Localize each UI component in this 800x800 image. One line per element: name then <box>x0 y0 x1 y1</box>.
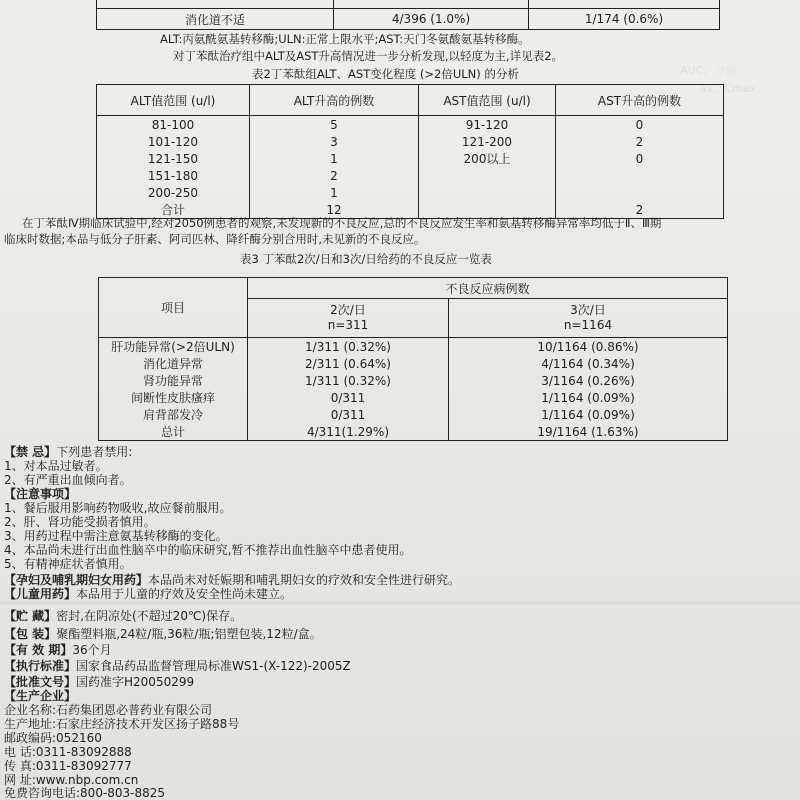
phase4-paragraph-cont: 临床时数据;本品与低分子肝素、阿司匹林、降纤酶分别合用时,未见新的不良反应。 <box>4 232 426 246</box>
section-label: 【儿童用药】 <box>4 587 77 601</box>
table-row <box>97 133 724 150</box>
standard-section <box>4 659 351 673</box>
table-cell: 肾功能异常 <box>99 372 248 389</box>
section-label: 【执行标准】 <box>4 659 77 673</box>
manufacturer-address: 生产地址:石家庄经济技术开发区扬子路88号 <box>4 717 240 731</box>
table-cell: 5 <box>250 116 419 134</box>
table-cell: 2 <box>556 133 724 150</box>
manufacturer-name: 企业名称:石药集团恩必普药业有限公司 <box>4 703 213 717</box>
page-fold <box>0 602 800 608</box>
table-cell: 2 <box>556 201 724 219</box>
column-header: AST升高的例数 <box>556 85 724 116</box>
table-cell: 91-120 <box>419 116 556 134</box>
table-cell: 1 <box>250 184 419 201</box>
bleed-through-text: AUC、分别 <box>680 64 737 77</box>
storage-section <box>4 609 242 623</box>
alt-ast-table <box>96 84 724 219</box>
table-cell: 2/311 (0.64%) <box>248 355 449 372</box>
section-label: 【有 效 期】 <box>4 643 73 657</box>
table3-title: 表3 丁苯酞2次/日和3次/日给药的不良反应一览表 <box>240 252 492 266</box>
table-cell: 1 <box>250 150 419 167</box>
pregnancy-section <box>4 573 460 587</box>
table-cell: 0/311 <box>248 389 449 406</box>
table-cell <box>556 167 724 184</box>
sample-size: n=311 <box>327 318 369 332</box>
adverse-table-remnant <box>96 0 720 30</box>
postal-code: 邮政编码:052160 <box>4 731 102 745</box>
table-cell: 81-100 <box>97 116 250 134</box>
table-cell: 121-150 <box>97 150 250 167</box>
section-label: 【批准文号】 <box>4 675 77 689</box>
table-cell: 151-180 <box>97 167 250 184</box>
table-row <box>99 389 728 406</box>
table-row <box>97 184 724 201</box>
package-section <box>4 627 322 641</box>
table-cell: 1/311 (0.32%) <box>248 372 449 389</box>
table-cell: 4/311(1.29%) <box>248 423 449 441</box>
approval-section <box>4 675 194 689</box>
table-row <box>99 372 728 389</box>
section-text: 本品用于儿童的疗效及安全性尚未建立。 <box>76 587 293 601</box>
table-row <box>99 355 728 372</box>
column-group-header: 不良反应病例数 <box>248 278 728 299</box>
section-label: 【包 装】 <box>4 627 57 641</box>
abbreviation-note: ALT:丙氨酰氨基转移酶;ULN:正常上限水平;AST:天门冬氨酸氨基转移酶。 <box>160 32 530 46</box>
table-row <box>97 167 724 184</box>
table-cell: 1/311 (0.32%) <box>248 338 449 356</box>
dosing-adverse-table <box>98 277 728 441</box>
section-label: 【孕妇及哺乳期妇女用药】 <box>4 573 149 587</box>
table-cell: 2 <box>250 167 419 184</box>
column-header: AST值范围 (u/l) <box>419 85 556 116</box>
table-row <box>97 116 724 134</box>
section-text: 本品尚未对妊娠期和哺乳期妇女的疗效和安全性进行研究。 <box>148 573 461 587</box>
table-cell: 10/1164 (0.86%) <box>449 338 728 356</box>
hotline: 免费咨询电话:800-803-8825 <box>4 786 166 800</box>
list-item: 3、用药过程中需注意氨基转移酶的变化。 <box>4 529 228 543</box>
table-row <box>99 423 728 441</box>
bleed-through-text: ax、Cmax、 <box>700 82 767 95</box>
table-cell: 消化道不适 <box>97 9 334 30</box>
table-cell: 0/311 <box>248 406 449 423</box>
website: 网 址:www.nbp.com.cn <box>4 773 139 787</box>
validity-section <box>4 643 112 657</box>
table-cell: 121-200 <box>419 133 556 150</box>
list-item: 4、本品尚未进行出血性脑卒中的临床研究,暂不推荐出血性脑卒中患者使用。 <box>4 543 412 557</box>
table-cell: 消化道异常 <box>99 355 248 372</box>
section-text: 密封,在阴凉处(不超过20℃)保存。 <box>56 609 243 623</box>
section-text: 国药准字H20050299 <box>76 675 195 689</box>
table-cell: 总计 <box>99 423 248 441</box>
table-cell: 间断性皮肤瘙痒 <box>99 389 248 406</box>
phase4-paragraph: 在丁苯酞Ⅳ期临床试验中,经对2050例患者的观察,未发现新的不良反应,总的不良反应发生率和氨基转移酶异常率均低于Ⅱ、Ⅲ期 <box>22 216 662 230</box>
analysis-note: 对丁苯酞治疗组中ALT及AST升高情况进一步分析发现,以轻度为主,详见表2。 <box>173 49 564 63</box>
table-cell <box>419 167 556 184</box>
table-cell: 12 <box>250 201 419 219</box>
table-cell: 200以上 <box>419 150 556 167</box>
table-row <box>99 406 728 423</box>
cautions-heading: 【注意事项】 <box>4 487 77 501</box>
manufacturer-heading: 【生产企业】 <box>4 689 77 703</box>
table-cell: 1/174 (0.6%) <box>529 9 720 30</box>
table-cell: 肝功能异常(>2倍ULN) <box>99 338 248 356</box>
column-header: 项目 <box>99 278 248 338</box>
list-item: 1、餐后服用影响药物吸收,故应餐前服用。 <box>4 501 232 515</box>
list-item: 1、对本品过敏者。 <box>4 459 108 473</box>
table-cell: 合计 <box>97 201 250 219</box>
list-item: 2、有严重出血倾向者。 <box>4 473 132 487</box>
table-row <box>97 150 724 167</box>
children-section <box>4 587 292 601</box>
table-cell: 1/1164 (0.09%) <box>449 406 728 423</box>
table-cell: 0 <box>556 116 724 134</box>
section-text: 36个月 <box>72 643 112 657</box>
column-header: ALT值范围 (u/l) <box>97 85 250 116</box>
section-label: 【禁 忌】 <box>4 445 57 459</box>
table-cell: 200-250 <box>97 184 250 201</box>
phone: 电 话:0311-83092888 <box>4 745 132 759</box>
table-cell: 1/1164 (0.09%) <box>449 389 728 406</box>
section-text: 聚酯塑料瓶,24粒/瓶,36粒/瓶;铝塑包装,12粒/盒。 <box>56 627 322 641</box>
table-cell: 101-120 <box>97 133 250 150</box>
table-row <box>99 338 728 356</box>
table-cell: 3/1164 (0.26%) <box>449 372 728 389</box>
list-item: 2、肝、肾功能受损者慎用。 <box>4 515 156 529</box>
section-text: 国家食品药品监督管理局标准WS1-(X-122)-2005Z <box>76 659 351 673</box>
column-header: ALT升高的例数 <box>250 85 419 116</box>
table-cell: 0 <box>556 150 724 167</box>
table-cell <box>419 184 556 201</box>
column-header: 2次/日 <box>330 303 366 317</box>
table-cell <box>556 184 724 201</box>
table-cell: 肩背部发冷 <box>99 406 248 423</box>
table-cell: 3 <box>250 133 419 150</box>
table2-title: 表2丁苯酞组ALT、AST变化程度 (>2倍ULN) 的分析 <box>252 67 519 81</box>
table-cell: 4/396 (1.0%) <box>334 9 529 30</box>
section-label: 【贮 藏】 <box>4 609 57 623</box>
sample-size: n=1164 <box>563 318 613 332</box>
fax: 传 真:0311-83092777 <box>4 759 132 773</box>
table-cell: 4/1164 (0.34%) <box>449 355 728 372</box>
section-text: 下列患者禁用: <box>56 445 133 459</box>
table-cell: 19/1164 (1.63%) <box>449 423 728 441</box>
column-header: 3次/日 <box>570 303 606 317</box>
list-item: 5、有精神症状者慎用。 <box>4 557 132 571</box>
contraindications-heading <box>4 445 132 459</box>
